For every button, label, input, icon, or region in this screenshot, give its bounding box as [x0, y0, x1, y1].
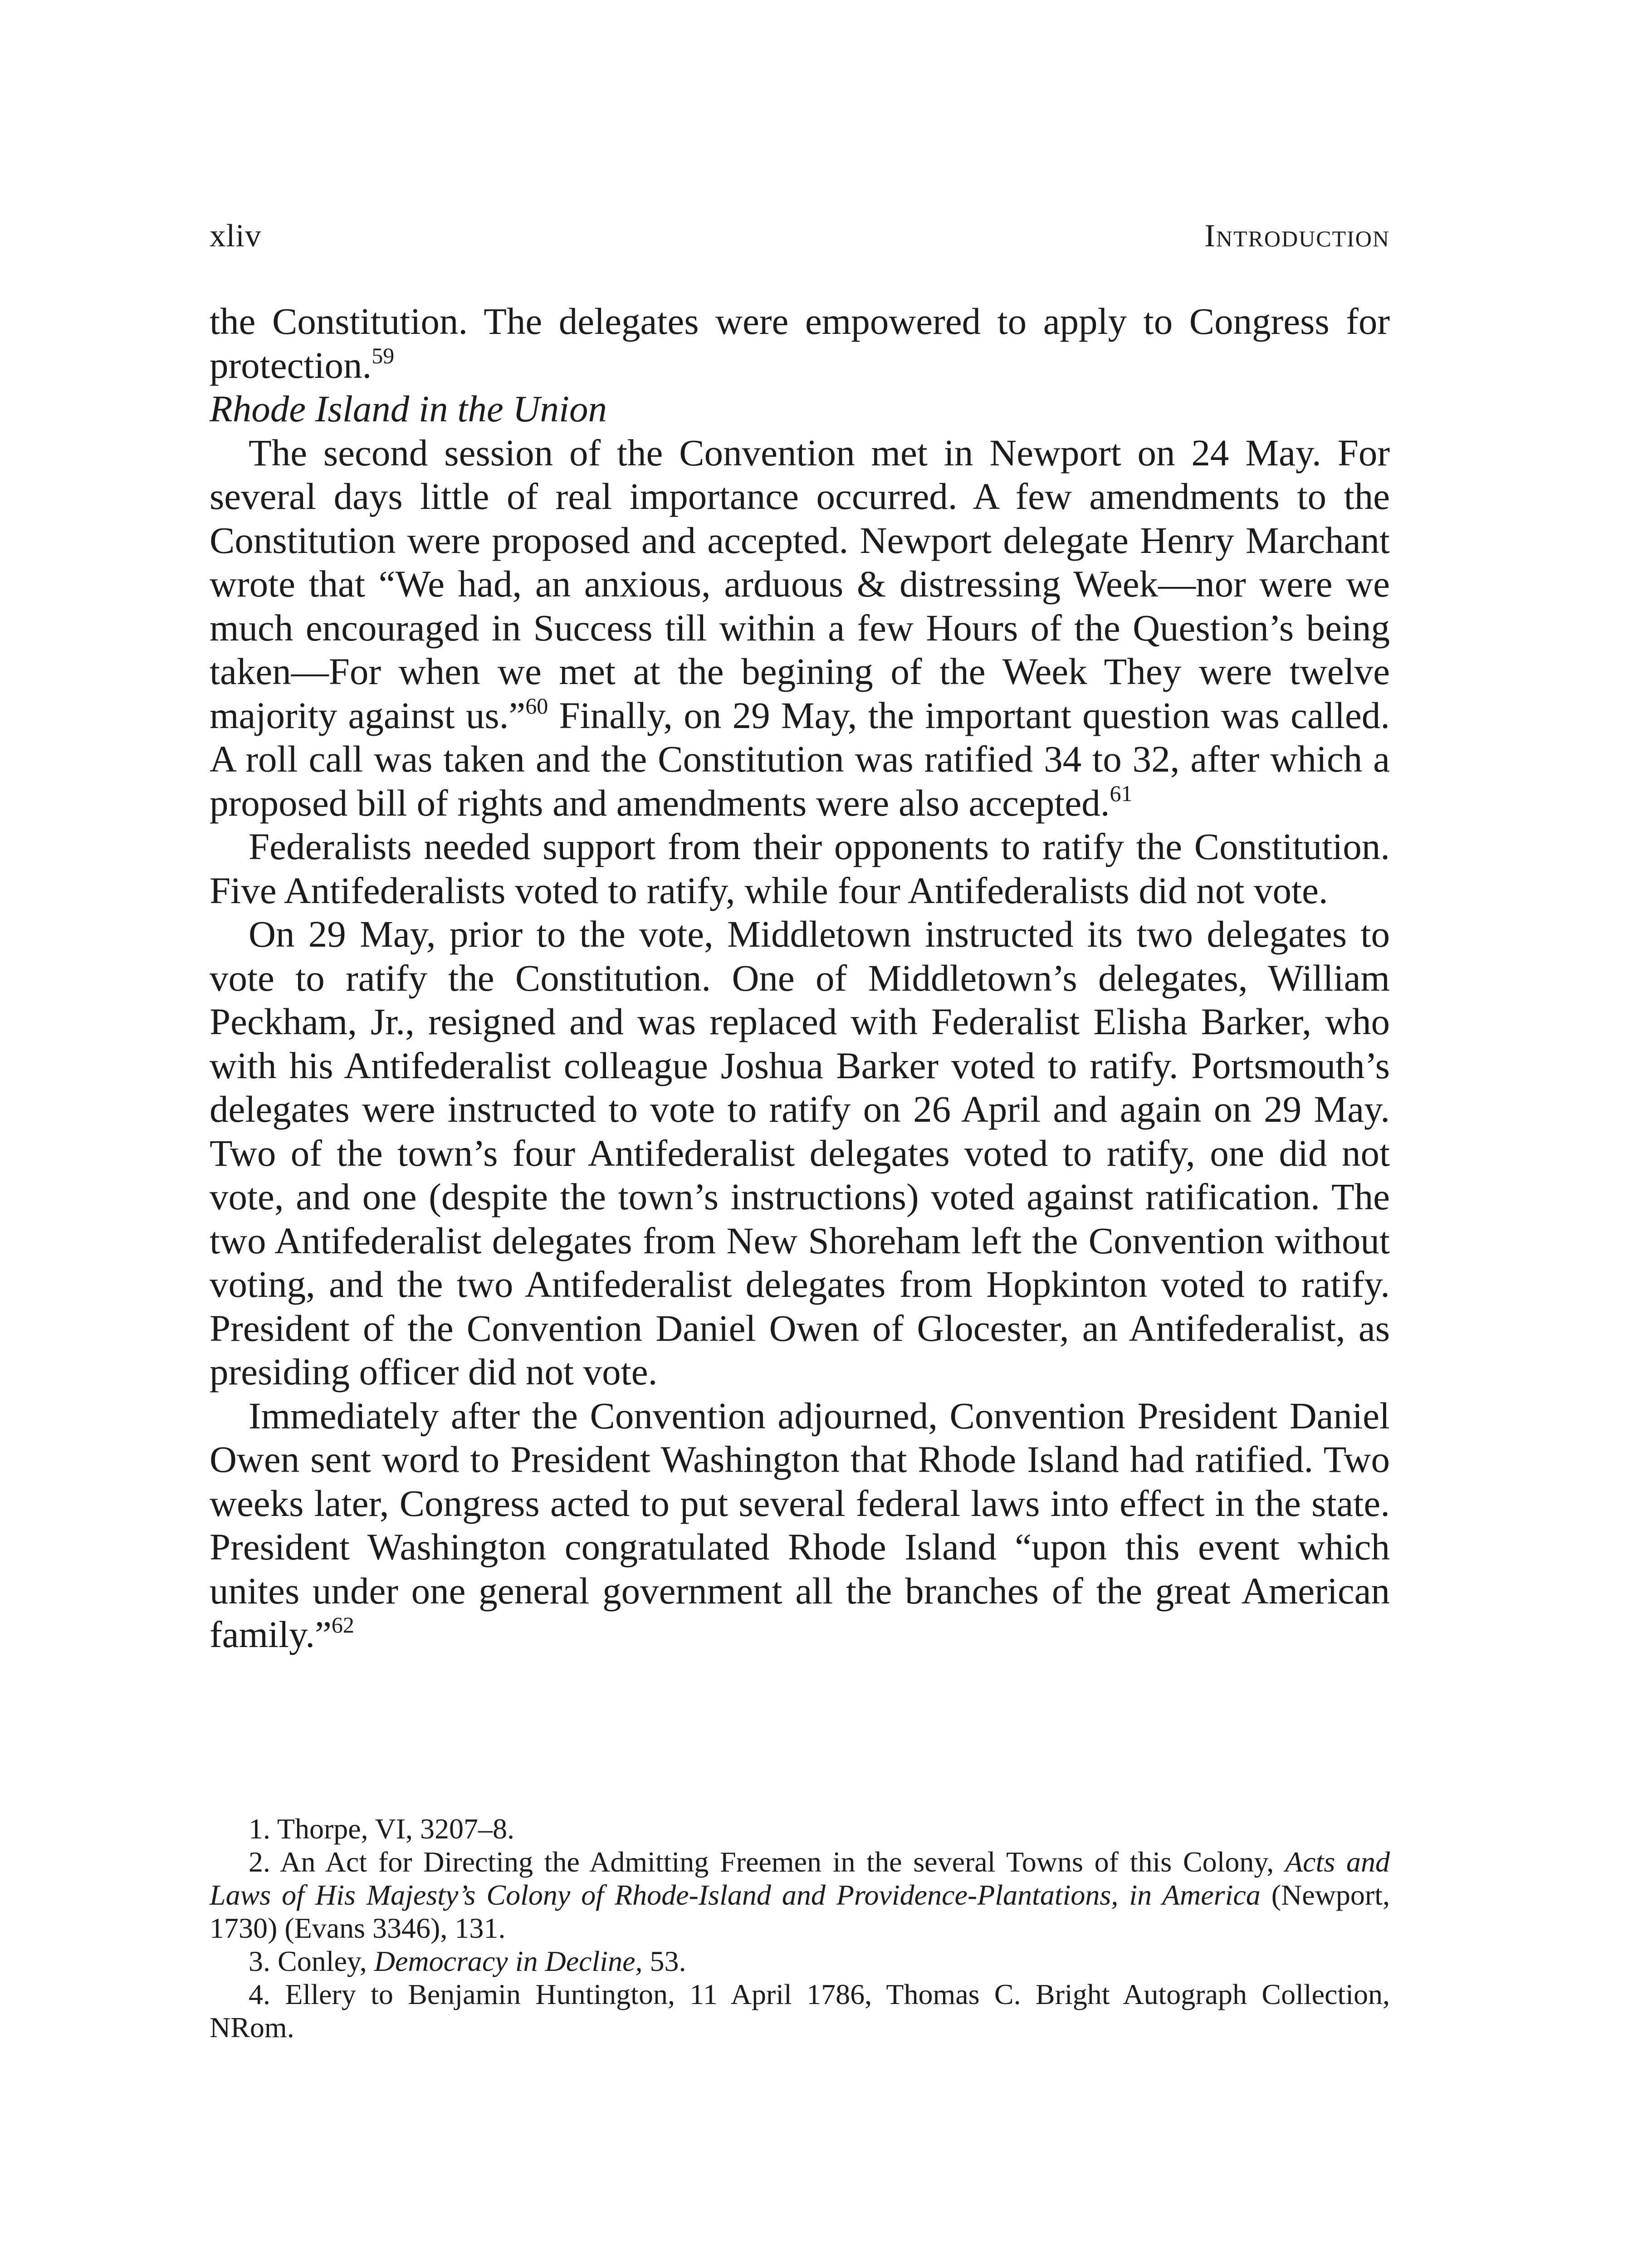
paragraph-middletown: On 29 May, prior to the vote, Middletown instructed its two delegates to vote to ratify the Constitution. One of Middletown’s delegates, William Peckham, Jr., resigned and was replaced with Federalist Elisha Barker, who with his Antifederalist colleague Joshua Barker voted to ratify. Portsmouth’s delegates were instructed to vote to ratify on 26 April and again on 29 May. Two of the town’s four Antifederalist delegates voted to ratify, one did not vote, and one (despite the town’s instructions) voted against ratification. The two Antifederalist delegates from New Shoreham left the Convention without voting, and the two Antifederalist delegates from Hopkinton voted to ratify. President of the Convention Daniel Owen of Glocester, an Antifederalist, as presiding officer did not vote. — [210, 913, 1390, 1393]
paragraph-second-session — [210, 431, 1390, 825]
footnote-text: (Newport, 1730) (Evans 3346), 131. — [210, 1879, 1390, 1944]
footnote-text: 2. An Act for Directing the Admitting Freemen in the several Towns of this Colony, — [249, 1846, 1286, 1878]
section-subheading: Rhode Island in the Union — [210, 388, 607, 430]
paragraph-adjourned — [210, 1394, 1390, 1657]
footnote-ref-60: 60 — [525, 693, 548, 719]
paragraph-text: the Constitution. The delegates were empowered to apply to Congress for protection. — [210, 300, 1390, 386]
footnote-text: 53. — [642, 1945, 686, 1977]
running-head — [210, 213, 1390, 259]
footnote-ref-61: 61 — [1110, 780, 1133, 806]
footnote-title: Democracy in Decline, — [374, 1945, 643, 1977]
body-text — [210, 299, 1390, 1657]
paragraph-text: The second session of the Convention met in Newport on 24 May. For several days little of real importance occurred. A few amendments to the Constitution were proposed and accepted. Newport delegate Henry Marchant wrote that “We had, an anxious, arduous & distressing Week—nor were we much encouraged in Success till within a few Hours of the Question’s being taken—For when we met at the begining of the Week They were twelve majority against us.” — [210, 431, 1390, 736]
footnote-ref-59: 59 — [372, 342, 395, 368]
footnotes — [210, 1812, 1390, 2044]
footnote-title: Acts and Laws of His Majesty’s Colony of Rhode-Island and Providence-Plantations, in America — [210, 1846, 1390, 1911]
footnote-4: 4. Ellery to Benjamin Huntington, 11 April 1786, Thomas C. Bright Autograph Collection, NRom. — [210, 1978, 1390, 2043]
footnote-ref-62: 62 — [331, 1612, 354, 1637]
page-number: xliv — [210, 218, 262, 254]
paragraph-continued — [210, 299, 1390, 387]
footnote-3 — [210, 1945, 1390, 1978]
paragraph-federalists: Federalists needed support from their opponents to ratify the Constitution. Five Antifederalists voted to ratify, while four Antifederalists did not vote. — [210, 826, 1390, 911]
footnote-1: 1. Thorpe, VI, 3207–8. — [249, 1813, 515, 1845]
paragraph-text: Immediately after the Convention adjourned, Convention President Daniel Owen sent word to President Washington that Rhode Island had ratified. Two weeks later, Congress acted to put several federal laws into effect in the state. President Washington congratulated Rhode Island “upon this event which unites under one general government all the branches of the great American family.” — [210, 1394, 1390, 1655]
paragraph-text: Finally, on 29 May, the important question was called. A roll call was taken and the Constitution was ratified 34 to 32, after which a proposed bill of rights and amendments were also accepted. — [210, 694, 1390, 824]
footnote-2 — [210, 1845, 1390, 1945]
section-title: Introduction — [1204, 218, 1390, 254]
footnote-text: 3. Conley, — [249, 1945, 374, 1977]
